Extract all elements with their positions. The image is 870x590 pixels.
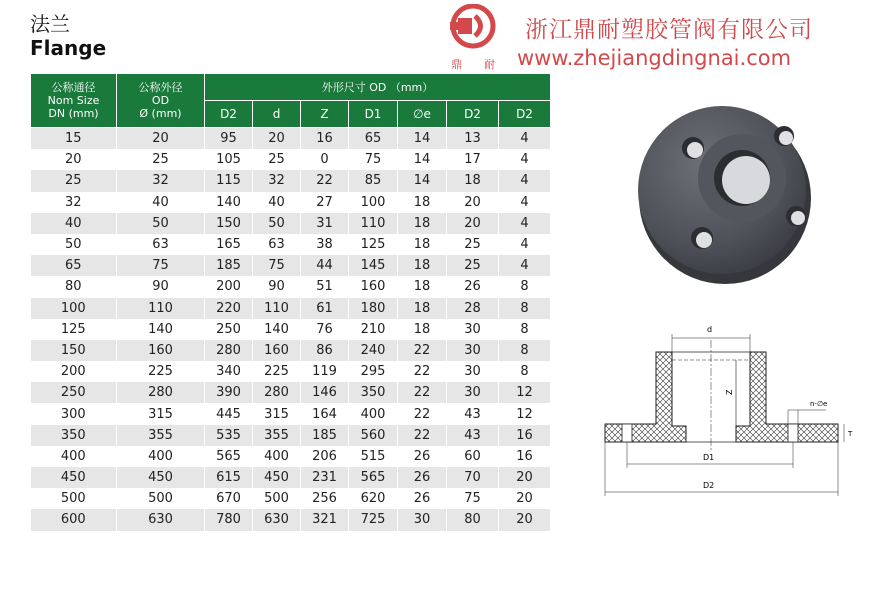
table-cell: 20 (31, 149, 117, 170)
header-nom-size-en: Nom Size (47, 94, 100, 107)
table-cell: 231 (301, 467, 349, 488)
table-cell: 100 (349, 192, 398, 213)
table-cell: 565 (349, 467, 398, 488)
table-cell: 115 (205, 170, 253, 191)
table-cell: 26 (398, 467, 447, 488)
table-cell: 620 (349, 488, 398, 509)
table-cell: 4 (499, 149, 551, 170)
table-cell: 13 (447, 128, 499, 150)
table-cell: 60 (447, 446, 499, 467)
table-cell: 25 (447, 255, 499, 276)
table-cell: 40 (117, 192, 205, 213)
table-cell: 600 (31, 509, 117, 530)
table-cell: 51 (301, 276, 349, 297)
table-cell: 630 (117, 509, 205, 530)
table-cell: 25 (31, 170, 117, 191)
table-cell: 140 (253, 319, 301, 340)
table-row (31, 361, 551, 382)
table-cell: 50 (253, 213, 301, 234)
dim-z-label: Z (725, 389, 734, 395)
table-cell: 14 (398, 128, 447, 150)
table-row (31, 255, 551, 276)
table-cell: 22 (301, 170, 349, 191)
header-z: Z (301, 101, 349, 128)
table-cell: 40 (253, 192, 301, 213)
table-cell: 280 (205, 340, 253, 361)
table-cell: 164 (301, 403, 349, 424)
table-cell: 22 (398, 403, 447, 424)
table-cell: 400 (31, 446, 117, 467)
table-cell: 22 (398, 340, 447, 361)
table-cell: 110 (117, 298, 205, 319)
table-cell: 315 (253, 403, 301, 424)
table-cell: 26 (398, 446, 447, 467)
table-cell: 32 (253, 170, 301, 191)
header-d2: D2 (205, 101, 253, 128)
table-cell: 63 (117, 234, 205, 255)
table-cell: 150 (205, 213, 253, 234)
table-cell: 28 (447, 298, 499, 319)
table-cell: 20 (499, 467, 551, 488)
page-title-cn: 法兰 (30, 12, 70, 36)
header-od (117, 74, 205, 128)
header-od-unit: Ø (mm) (139, 107, 182, 120)
table-cell: 500 (31, 488, 117, 509)
table-cell: 25 (253, 149, 301, 170)
table-cell: 670 (205, 488, 253, 509)
table-cell: 20 (253, 128, 301, 150)
table-cell: 350 (31, 425, 117, 446)
table-cell: 16 (301, 128, 349, 150)
table-cell: 340 (205, 361, 253, 382)
table-cell: 4 (499, 255, 551, 276)
table-cell: 321 (301, 509, 349, 530)
table-cell: 200 (31, 361, 117, 382)
table-cell: 146 (301, 382, 349, 403)
table-cell: 22 (398, 361, 447, 382)
table-cell: 160 (349, 276, 398, 297)
dim-d-label: d (707, 325, 713, 334)
table-cell: 110 (349, 213, 398, 234)
table-cell: 25 (117, 149, 205, 170)
flange-photo (630, 90, 820, 290)
table-row (31, 149, 551, 170)
table-cell: 355 (117, 425, 205, 446)
table-cell: 18 (398, 192, 447, 213)
table-cell: 300 (31, 403, 117, 424)
table-row (31, 298, 551, 319)
table-cell: 225 (117, 361, 205, 382)
table-row (31, 192, 551, 213)
table-row (31, 403, 551, 424)
company-url: www.zhejiangdingnai.com (517, 46, 792, 70)
table-row (31, 340, 551, 361)
header-e: ∅e (398, 101, 447, 128)
table-cell: 250 (205, 319, 253, 340)
table-cell: 17 (447, 149, 499, 170)
table-cell: 22 (398, 382, 447, 403)
table-cell: 4 (499, 128, 551, 150)
header-nom-size-cn: 公称通径 (51, 81, 96, 94)
table-cell: 150 (31, 340, 117, 361)
table-cell: 4 (499, 234, 551, 255)
table-cell: 20 (117, 128, 205, 150)
table-cell: 125 (31, 319, 117, 340)
table-cell: 18 (398, 298, 447, 319)
table-cell: 206 (301, 446, 349, 467)
table-cell: 240 (349, 340, 398, 361)
table-cell: 725 (349, 509, 398, 530)
table-cell: 14 (398, 170, 447, 191)
table-cell: 400 (253, 446, 301, 467)
table-cell: 30 (447, 361, 499, 382)
table-cell: 26 (447, 276, 499, 297)
table-cell: 780 (205, 509, 253, 530)
header-dimensions-group: 外形尺寸 OD （mm） (205, 74, 551, 101)
table-cell: 50 (31, 234, 117, 255)
table-cell: 75 (447, 488, 499, 509)
table-cell: 535 (205, 425, 253, 446)
table-row (31, 319, 551, 340)
table-row (31, 234, 551, 255)
table-cell: 500 (117, 488, 205, 509)
table-cell: 8 (499, 319, 551, 340)
company-logo (442, 4, 504, 72)
table-cell: 61 (301, 298, 349, 319)
table-cell: 280 (117, 382, 205, 403)
header-d2-b: D2 (447, 101, 499, 128)
table-cell: 500 (253, 488, 301, 509)
dim-d2-label: D2 (703, 481, 715, 490)
table-cell: 225 (253, 361, 301, 382)
table-cell: 565 (205, 446, 253, 467)
table-cell: 44 (301, 255, 349, 276)
spec-table-body (31, 128, 551, 531)
table-cell: 12 (499, 403, 551, 424)
table-cell: 4 (499, 170, 551, 191)
table-cell: 8 (499, 276, 551, 297)
table-cell: 90 (117, 276, 205, 297)
table-row (31, 509, 551, 530)
table-cell: 390 (205, 382, 253, 403)
page-title-en: Flange (30, 36, 107, 60)
table-cell: 18 (447, 170, 499, 191)
table-cell: 105 (205, 149, 253, 170)
dim-t-label: T (848, 430, 853, 438)
table-cell: 18 (398, 213, 447, 234)
table-row (31, 213, 551, 234)
table-cell: 180 (349, 298, 398, 319)
table-cell: 70 (447, 467, 499, 488)
table-cell: 30 (447, 319, 499, 340)
table-cell: 90 (253, 276, 301, 297)
table-row (31, 382, 551, 403)
flange-cross-section-drawing (600, 318, 860, 508)
header-od-cn: 公称外径 (138, 81, 183, 94)
table-cell: 256 (301, 488, 349, 509)
table-cell: 76 (301, 319, 349, 340)
table-cell: 165 (205, 234, 253, 255)
table-row (31, 488, 551, 509)
table-cell: 110 (253, 298, 301, 319)
table-cell: 18 (398, 319, 447, 340)
table-cell: 450 (117, 467, 205, 488)
logo-char-2: 耐 (484, 58, 495, 71)
table-cell: 4 (499, 192, 551, 213)
table-cell: 38 (301, 234, 349, 255)
table-cell: 140 (205, 192, 253, 213)
table-cell: 18 (398, 255, 447, 276)
header-nom-size-unit: DN (mm) (48, 107, 99, 120)
table-cell: 185 (205, 255, 253, 276)
table-cell: 65 (31, 255, 117, 276)
table-cell: 515 (349, 446, 398, 467)
table-cell: 100 (31, 298, 117, 319)
table-cell: 30 (447, 340, 499, 361)
table-cell: 16 (499, 425, 551, 446)
table-cell: 95 (205, 128, 253, 150)
table-cell: 0 (301, 149, 349, 170)
table-cell: 8 (499, 298, 551, 319)
table-cell: 75 (349, 149, 398, 170)
table-cell: 630 (253, 509, 301, 530)
header-d2-c: D2 (499, 101, 551, 128)
table-cell: 200 (205, 276, 253, 297)
table-cell: 445 (205, 403, 253, 424)
header-od-en: OD (151, 94, 170, 107)
table-cell: 80 (31, 276, 117, 297)
table-cell: 250 (31, 382, 117, 403)
table-cell: 65 (349, 128, 398, 150)
table-cell: 43 (447, 403, 499, 424)
header-nom-size (31, 74, 117, 128)
table-cell: 160 (117, 340, 205, 361)
table-cell: 75 (253, 255, 301, 276)
table-cell: 20 (499, 509, 551, 530)
table-cell: 210 (349, 319, 398, 340)
table-row (31, 446, 551, 467)
dim-d1-label: D1 (703, 453, 715, 462)
table-cell: 450 (253, 467, 301, 488)
table-cell: 355 (253, 425, 301, 446)
company-name: 浙江鼎耐塑胶管阀有限公司 (525, 17, 813, 43)
table-cell: 26 (398, 488, 447, 509)
table-cell: 350 (349, 382, 398, 403)
table-cell: 16 (499, 446, 551, 467)
table-row (31, 276, 551, 297)
table-cell: 450 (31, 467, 117, 488)
table-cell: 220 (205, 298, 253, 319)
table-cell: 63 (253, 234, 301, 255)
table-cell: 30 (398, 509, 447, 530)
table-cell: 18 (398, 276, 447, 297)
table-cell: 30 (447, 382, 499, 403)
table-row (31, 170, 551, 191)
table-cell: 615 (205, 467, 253, 488)
table-cell: 27 (301, 192, 349, 213)
table-cell: 20 (447, 213, 499, 234)
table-cell: 145 (349, 255, 398, 276)
table-cell: 14 (398, 149, 447, 170)
table-cell: 86 (301, 340, 349, 361)
table-cell: 4 (499, 213, 551, 234)
table-row (31, 467, 551, 488)
table-row (31, 128, 551, 150)
table-cell: 43 (447, 425, 499, 446)
logo-char-1: 鼎 (451, 58, 462, 71)
table-cell: 85 (349, 170, 398, 191)
header-d: d (253, 101, 301, 128)
table-cell: 400 (117, 446, 205, 467)
table-cell: 8 (499, 340, 551, 361)
table-cell: 185 (301, 425, 349, 446)
table-cell: 32 (117, 170, 205, 191)
table-cell: 295 (349, 361, 398, 382)
table-cell: 22 (398, 425, 447, 446)
table-cell: 31 (301, 213, 349, 234)
table-cell: 400 (349, 403, 398, 424)
table-cell: 20 (447, 192, 499, 213)
table-cell: 315 (117, 403, 205, 424)
table-cell: 20 (499, 488, 551, 509)
table-cell: 80 (447, 509, 499, 530)
table-cell: 280 (253, 382, 301, 403)
table-cell: 15 (31, 128, 117, 150)
table-cell: 140 (117, 319, 205, 340)
table-cell: 32 (31, 192, 117, 213)
table-cell: 119 (301, 361, 349, 382)
dim-ne-label: n-∅e (810, 400, 828, 408)
table-cell: 25 (447, 234, 499, 255)
header-d1: D1 (349, 101, 398, 128)
table-cell: 75 (117, 255, 205, 276)
table-cell: 160 (253, 340, 301, 361)
table-cell: 125 (349, 234, 398, 255)
table-cell: 40 (31, 213, 117, 234)
table-cell: 8 (499, 361, 551, 382)
table-cell: 50 (117, 213, 205, 234)
table-cell: 12 (499, 382, 551, 403)
table-cell: 560 (349, 425, 398, 446)
table-cell: 18 (398, 234, 447, 255)
flange-spec-table (30, 73, 551, 531)
table-row (31, 425, 551, 446)
